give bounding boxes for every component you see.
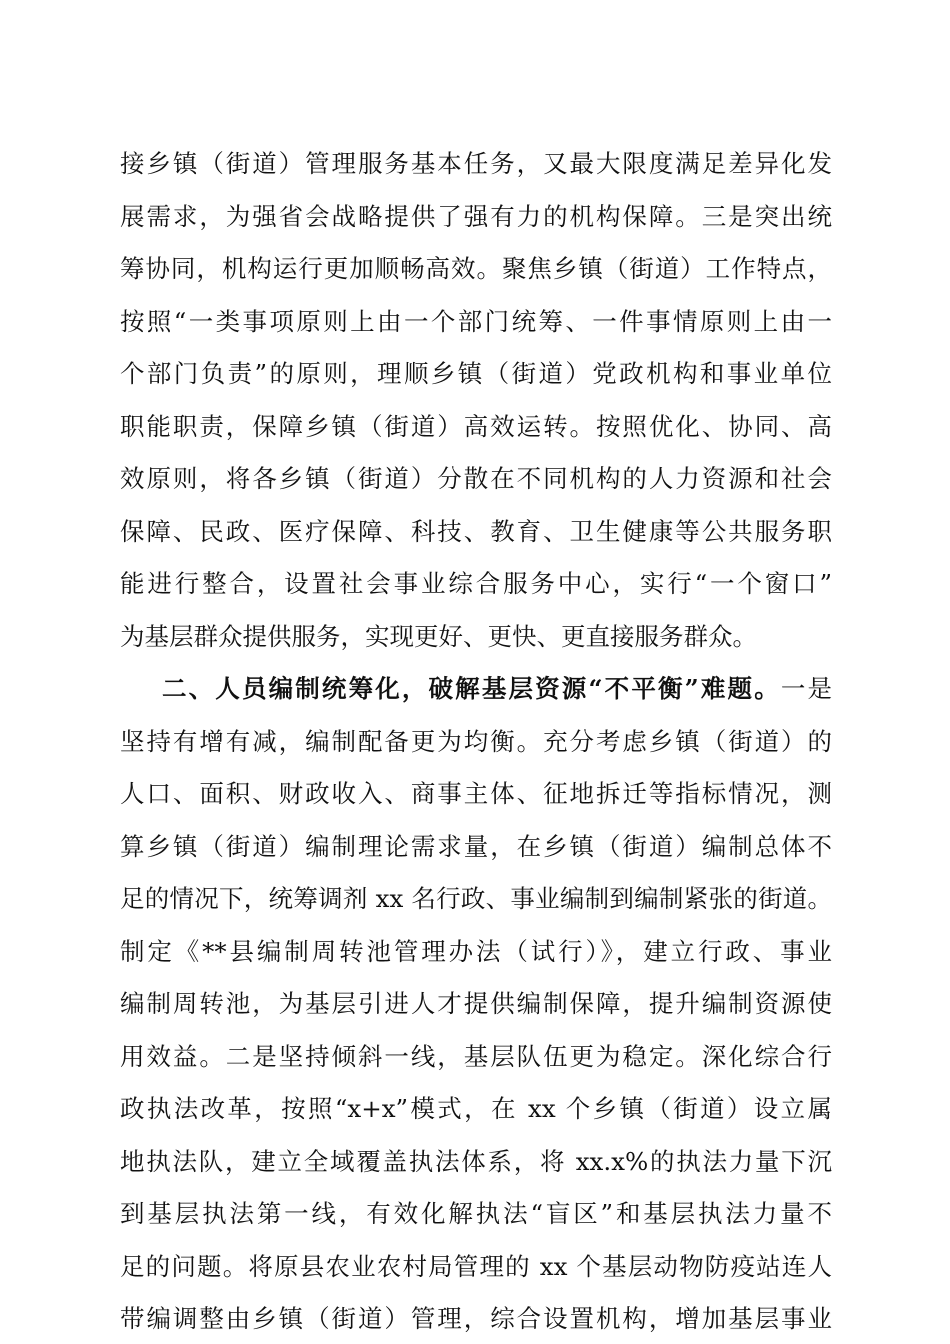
text-line: 足的情况下，统筹调剂 xx 名行政、事业编制到编制紧张的街道。: [120, 884, 832, 913]
text-line: 编制周转池，为基层引进人才提供编制保障，提升编制资源使: [120, 989, 832, 1018]
text-line: 算乡镇（街道）编制理论需求量，在乡镇（街道）编制总体不: [120, 831, 832, 861]
text-line: 到基层执法第一线，有效化解执法“盲区”和基层执法力量不: [120, 1199, 832, 1228]
text-line: 人口、面积、财政收入、商事主体、征地拆迁等指标情况，测: [120, 779, 832, 808]
text-line: 按照“一类事项原则上由一个部门统筹、一件事情原则上由一: [120, 306, 832, 336]
text-line: 政执法改革，按照“x+x”模式，在 xx 个乡镇（街道）设立属: [120, 1094, 832, 1123]
text-line: 职能职责，保障乡镇（街道）高效运转。按照优化、协同、高: [120, 411, 832, 441]
text-line: 坚持有增有减，编制配备更为均衡。充分考虑乡镇（街道）的: [120, 726, 832, 756]
text-line: 用效益。二是坚持倾斜一线，基层队伍更为稳定。深化综合行: [120, 1041, 832, 1071]
text-line: 制定《**县编制周转池管理办法（试行）》，建立行政、事业: [120, 936, 832, 966]
text-line: 为基层群众提供服务，实现更好、更快、更直接服务群众。: [120, 621, 757, 651]
text-line: 个部门负责”的原则，理顺乡镇（街道）党政机构和事业单位: [120, 359, 832, 388]
section-heading: 二、人员编制统筹化，破解基层资源“不平衡”难题。: [162, 674, 781, 703]
text-line: 接乡镇（街道）管理服务基本任务，又最大限度满足差异化发: [120, 149, 832, 178]
text-line: 带编调整由乡镇（街道）管理，综合设置机构，增加基层事业: [120, 1304, 832, 1333]
text-line: 筹协同，机构运行更加顺畅高效。聚焦乡镇（街道）工作特点，: [120, 254, 832, 283]
text-line: 效原则，将各乡镇（街道）分散在不同机构的人力资源和社会: [120, 464, 832, 493]
section-heading-continuation: 一是: [780, 674, 832, 703]
text-line: 展需求，为强省会战略提供了强有力的机构保障。三是突出统: [120, 201, 832, 231]
text-line: 能进行整合，设置社会事业综合服务中心，实行“一个窗口”: [120, 569, 832, 598]
text-line: 保障、民政、医疗保障、科技、教育、卫生健康等公共服务职: [120, 516, 832, 546]
section-heading-line: [162, 667, 832, 711]
text-line: 地执法队，建立全域覆盖执法体系，将 xx.x%的执法力量下沉: [120, 1146, 832, 1176]
text-line: 足的问题。将原县农业农村局管理的 xx 个基层动物防疫站连人: [120, 1251, 832, 1281]
